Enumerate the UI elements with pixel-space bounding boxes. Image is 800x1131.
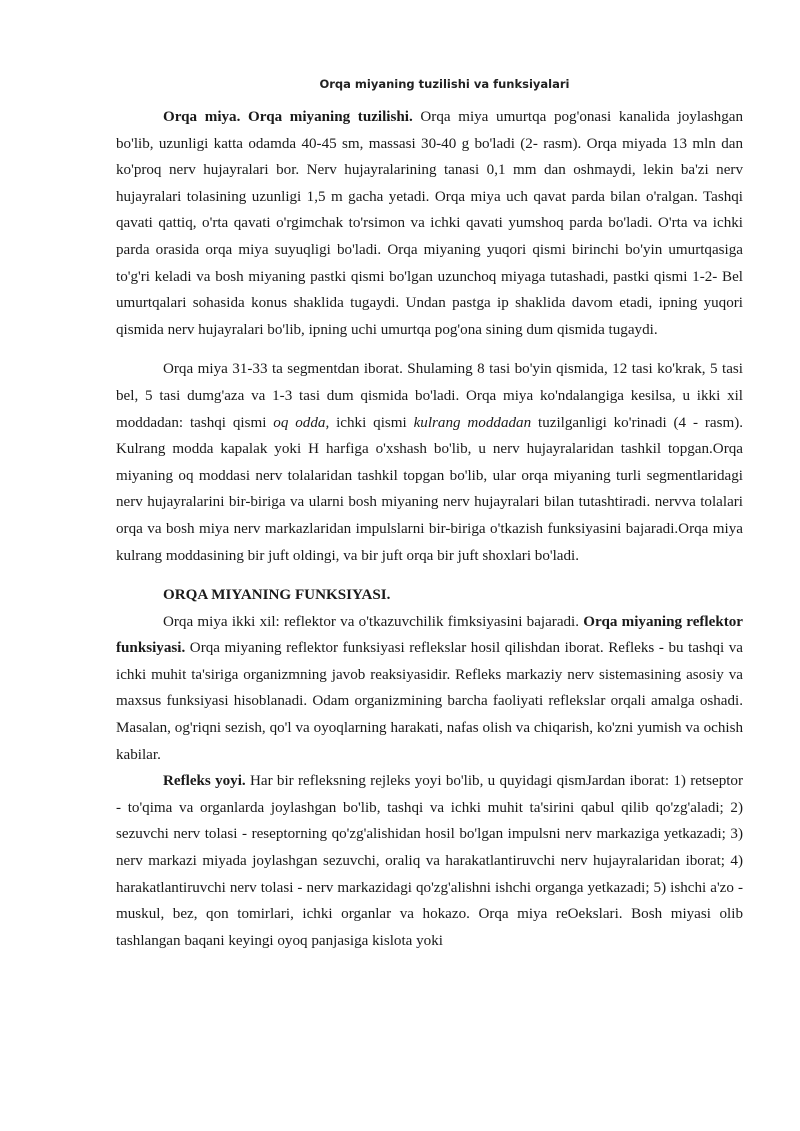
paragraph-text: ichki qismi (329, 414, 414, 431)
italic-term-white-matter: oq odda, (273, 414, 330, 431)
inline-subheading: Orqa miyaning reflektor funksiyasi. (116, 613, 743, 657)
paragraph-lead: Orqa miya. Orqa miyaning tuzilishi. (163, 109, 413, 125)
italic-term-gray-matter: kulrang moddadan (413, 414, 532, 431)
paragraph-text: tuzilganligi ko'rinadi (4 - rasm). Kulrang modda kapalak yoki H harfiga o'xshash bo'lib, u nerv hujayralaridan tashkil topgan.Orqa miyaning oq moddasi nerv tolalaridan tashkil topgan bo'lib, ular orqa miyaning turli segmentlaridagi nerv hujayralarini bir-biriga va ularni bosh miyaning nerv hujayralari bilan tutashtiradi. nervva tolalari orqa va bosh miya nerv markazlaridan impulslarni bir-biriga o'tkazish funksiyasini bajaradi.Orqa miya kulrang moddasining bir juft oldingi, va bir juft orqa bir juft shoxlari bo'ladi. (116, 414, 744, 564)
paragraph-reflex-arc (116, 768, 743, 954)
paragraph-structure (116, 104, 743, 343)
paragraph-segments (116, 356, 743, 569)
section-heading: ORQA MIYANING FUNKSIYASI. (163, 587, 391, 604)
paragraph-text: Orqa miya umurtqa pog'onasi kanalida joylashgan bo'lib, uzunligi katta odamda 40-45 sm, massasi 30-40 g bo'ladi (2- rasm). Orqa miyada 13 mln dan ko'proq nerv hujayralari bor. Nerv hujayralarining tanasi 0,1 mm dan oshmaydi, lekin ba'zi nerv hujayralari tolasining uzunligi 1,5 m gacha yetadi. Orqa miya uch qavat parda bilan o'ralgan. Tashqi qavati qattiq, o'rta qavati o'rgimchak to'rsimon va ichki qavati yumshoq parda bo'ladi. O'rta va ichki parda orasida orqa miya suyuqligi bo'ladi. Orqa miyaning yuqori qismi birinchi bo'yin umurtqasiga to'g'ri keladi va bosh miyaning pastki qismi bo'lgan uzunchoq miyaga tutashadi, pastki qismi 1-2- Bel umurtqalari sohasida konus shaklida tugaydi. Undan pastga ip shaklida davom etadi, ipning yuqori qismida nerv hujayralari bo'lib, ipning uchi umurtqa pog'ona sining dum qismida tugaydi. (116, 109, 743, 338)
paragraph-text: Har bir refleksning rejleks yoyi bo'lib, u quyidagi qismJardan iborat: 1) retseptor - to'qima va organlarda joylashgan bo'lib, tashqi va ichki muhit ta'sirini qabul qilib qo'zg'aladi; 2) sezuvchi nerv tolasi - reseptorning qo'zg'alishidan hosil bo'lgan impulsni nerv markaziga yetkazadi; 3) nerv markazi miyada joylashgan sezuvchi, oraliq va harakatlantiruvchi nerv hujayralaridan iborat; 4) harakatlantiruvchi nerv tolasi - nerv markazidagi qo'zg'alishni ishchi organga yetkazadi; 5) ishchi a'zo - muskul, bez, qon tomirlari, ichki organlar va hokazo. Orqa miya reOekslari. Bosh miyasi olib tashlangan baqani keyingi oyoq panjasiga kislota yoki (116, 773, 744, 949)
paragraph-text: Orqa miyaning reflektor funksiyasi reflekslar hosil qilishdan iborat. Refleks - bu tashqi va ichki muhit ta'siriga organizmning javob reaksiyasidir. Refleks markaziy nerv sistemasining asosiy va maxsus funksiyasi hisoblanadi. Odam organizmining barcha faoliyati reflekslar orqali amalga oshadi. Masalan, og'riqni sezish, qo'l va oyoqlarning harakati, nafas olish va chiqarish, ko'zni yumish va ochish kabilar. (116, 640, 743, 763)
inline-subheading: Refleks yoyi. (163, 773, 246, 790)
document-title: Orqa miyaning tuzilishi va funksiyalari (319, 77, 570, 91)
paragraph-text: Orqa miya ikki xil: reflektor va o'tkazuvchilik fimksiyasini bajaradi. (163, 613, 584, 630)
paragraph-function (116, 609, 743, 769)
paragraph-text: Orqa miya 31-33 ta segmentdan iborat. Shulaming 8 tasi bo'yin qismida, 12 tasi ko'krak, 5 tasi bel, 5 tasi dumg'aza va 1-3 tasi dum qismida bo'ladi. Orqa miya ko'ndalangiga kesilsa, u ikki xil moddadan: tashqi qismi (116, 361, 743, 431)
